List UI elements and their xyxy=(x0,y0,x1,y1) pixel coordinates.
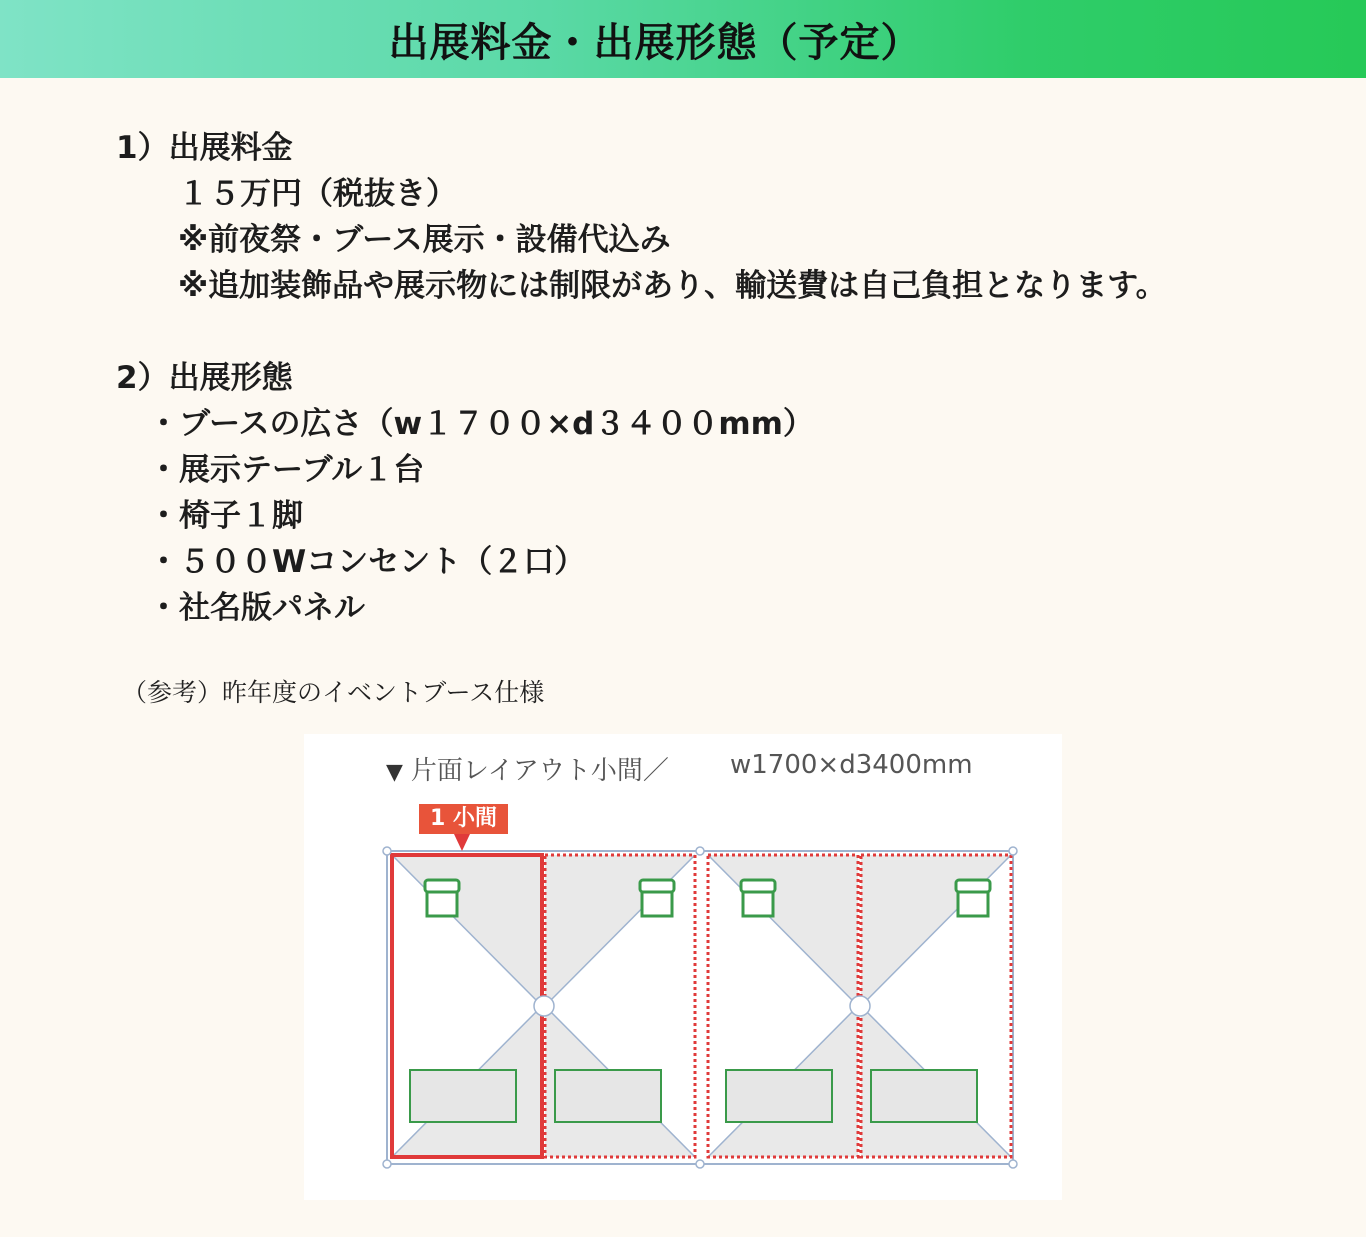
booth-layout-graphic xyxy=(304,734,1062,1200)
corner-marker xyxy=(1009,1160,1017,1168)
format-item-booth-size: ・ブースの広さ（w１７００×d３４００mm） xyxy=(148,406,814,442)
chair-back xyxy=(741,880,775,892)
exhibit-table xyxy=(871,1070,977,1122)
booth-layout-diagram xyxy=(304,734,1062,1200)
fee-note-restrictions: ※追加装飾品や展示物には制限があり、輸送費は自己負担となります。 xyxy=(178,268,1167,304)
fee-heading: 1）出展料金 xyxy=(116,130,293,166)
diagram-title: ▼ 片面レイアウト小間／ xyxy=(386,756,669,786)
booth-tag-pointer xyxy=(454,834,470,851)
corner-marker xyxy=(383,1160,391,1168)
exhibit-table xyxy=(410,1070,516,1122)
chair-seat xyxy=(642,892,672,916)
diagram-dimensions: w1700×d3400mm xyxy=(730,750,973,780)
format-heading: 2）出展形態 xyxy=(116,360,293,396)
fee-price: １５万円（税抜き） xyxy=(178,176,457,212)
format-item-panel: ・社名版パネル xyxy=(148,590,365,626)
format-item-outlet: ・５００Wコンセント（２口） xyxy=(148,544,586,580)
exhibit-table xyxy=(555,1070,661,1122)
exhibit-table xyxy=(726,1070,832,1122)
fee-section xyxy=(116,125,1167,309)
junction-circle xyxy=(850,996,870,1016)
format-section xyxy=(116,355,814,631)
fee-note-included: ※前夜祭・ブース展示・設備代込み xyxy=(178,222,671,258)
junction-circle xyxy=(534,996,554,1016)
corner-marker xyxy=(383,847,391,855)
chair-back xyxy=(425,880,459,892)
chair-seat xyxy=(743,892,773,916)
booth-tag: 1 小間 xyxy=(419,804,508,834)
page-header xyxy=(0,0,1366,78)
corner-marker xyxy=(1009,847,1017,855)
page-title: 出展料金・出展形態（予定） xyxy=(388,19,922,66)
chair-seat xyxy=(958,892,988,916)
corner-marker xyxy=(696,1160,704,1168)
reference-caption: （参考）昨年度のイベントブース仕様 xyxy=(122,678,545,707)
chair-seat xyxy=(427,892,457,916)
format-item-chair: ・椅子１脚 xyxy=(148,498,303,534)
chair-back xyxy=(640,880,674,892)
format-item-table: ・展示テーブル１台 xyxy=(148,452,425,488)
chair-back xyxy=(956,880,990,892)
corner-marker xyxy=(696,847,704,855)
triangle-down-icon: ▼ xyxy=(386,760,403,785)
